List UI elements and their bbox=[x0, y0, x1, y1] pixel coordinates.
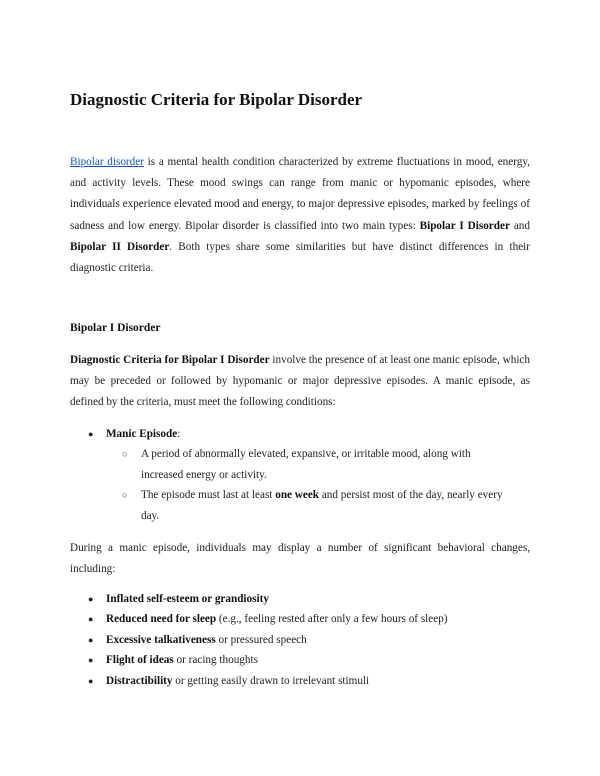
bullet-icon: ● bbox=[88, 429, 94, 439]
bullet-icon: ● bbox=[88, 614, 94, 624]
sub-bullet-icon: ○ bbox=[122, 490, 128, 500]
criteria-paragraph: Diagnostic Criteria for Bipolar I Disorder involve the presence of at least one manic episode, which may be preceded or followed by hypomanic or major depressive episodes. A manic episode, as defined by the criteria, must meet the following conditions: bbox=[70, 354, 530, 409]
bullet-icon: ● bbox=[88, 635, 94, 645]
bullet-icon: ● bbox=[88, 676, 94, 686]
page-title: Diagnostic Criteria for Bipolar Disorder bbox=[70, 90, 363, 109]
bipolar-disorder-link[interactable]: Bipolar disorder bbox=[70, 156, 144, 168]
section-heading: Bipolar I Disorder bbox=[70, 322, 161, 334]
during-paragraph: During a manic episode, individuals may display a number of significant behavioral changes, including: bbox=[70, 542, 530, 576]
intro-paragraph: Bipolar disorder is a mental health condition characterized by extreme fluctuations in mood, energy, and activity levels. These mood swings can range from manic or hypomanic episodes, where individuals experience elevated mood and energy, to major depressive episodes, marked by feelings of sadness and low energy. Bipolar disorder is classified into two main types: Bipolar I Disorder and Bipolar II Disorder. Both types share some similarities but have distinct differences in their diagnostic criteria. bbox=[70, 156, 531, 275]
bullet-icon: ● bbox=[88, 594, 94, 604]
bullet-icon: ● bbox=[88, 655, 94, 665]
sub-bullet-icon: ○ bbox=[122, 449, 128, 459]
